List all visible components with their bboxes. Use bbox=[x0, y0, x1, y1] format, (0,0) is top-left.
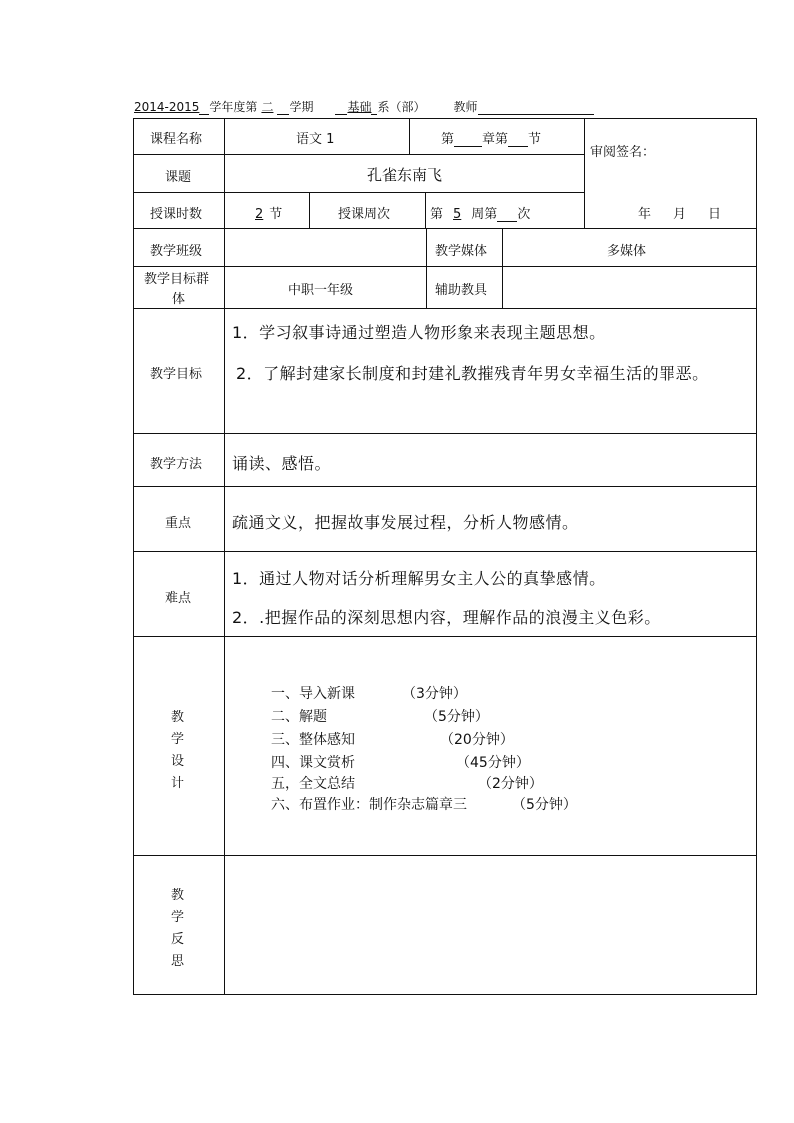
class-label: 教学班级 bbox=[150, 244, 203, 259]
topic-value: 孔雀东南飞 bbox=[367, 166, 443, 184]
hours-unit: 节 bbox=[269, 207, 283, 222]
design-step-name: 五，全文总结 bbox=[271, 776, 355, 792]
design-step-name: 二、解题 bbox=[271, 709, 327, 725]
design-label-char: 计 bbox=[171, 776, 185, 791]
date-day: 日 bbox=[708, 207, 722, 222]
media-label: 教学媒体 bbox=[435, 244, 488, 259]
week-field bbox=[430, 203, 530, 222]
hours-value: 2 bbox=[255, 207, 264, 222]
week-label: 授课周次 bbox=[338, 207, 391, 222]
reflection-value-cell bbox=[224, 855, 757, 995]
chapter-prefix: 第 bbox=[441, 132, 455, 147]
key-point-label: 重点 bbox=[165, 516, 192, 531]
design-step-time: （20分钟） bbox=[440, 732, 514, 748]
design-step-time: （3分钟） bbox=[402, 686, 467, 702]
term-label: 学期 bbox=[289, 100, 314, 114]
reflection-label-char: 学 bbox=[171, 910, 185, 925]
chapter-mid: 章第 bbox=[482, 132, 509, 147]
hours-field bbox=[243, 203, 282, 222]
date-year: 年 bbox=[638, 207, 652, 222]
teacher-blank bbox=[478, 102, 594, 115]
design-step-time: （2分钟） bbox=[478, 776, 543, 792]
review-date bbox=[638, 203, 721, 222]
section-blank bbox=[508, 134, 528, 147]
topic-label: 课题 bbox=[165, 170, 192, 185]
date-month: 月 bbox=[673, 207, 687, 222]
chapter-blank bbox=[454, 134, 482, 147]
design-step-name: 四、课文赏析 bbox=[271, 755, 355, 771]
difficulty-item: 1．通过人物对话分析理解男女主人公的真挚感情。 bbox=[232, 569, 606, 588]
design-step-time: （45分钟） bbox=[456, 755, 530, 771]
target-group-value: 中职一年级 bbox=[288, 283, 354, 298]
department-label: 系（部） bbox=[377, 100, 426, 114]
school-year-label: 学年度第 bbox=[209, 100, 258, 114]
target-group-label-line2: 体 bbox=[172, 292, 186, 307]
week-times-blank bbox=[497, 209, 517, 222]
week-prefix: 第 bbox=[430, 207, 444, 222]
design-label-char: 教 bbox=[171, 710, 185, 725]
objectives-label: 教学目标 bbox=[150, 367, 203, 382]
aids-label: 辅助教具 bbox=[435, 283, 488, 298]
design-step-time: （5分钟） bbox=[424, 709, 489, 725]
course-name-label: 课程名称 bbox=[150, 132, 203, 147]
design-step-name: 三、整体感知 bbox=[271, 732, 355, 748]
objective-item: 2．了解封建家长制度和封建礼教摧残青年男女幸福生活的罪恶。 bbox=[236, 364, 709, 383]
blank bbox=[335, 102, 347, 115]
media-value: 多媒体 bbox=[607, 244, 647, 259]
document-header bbox=[134, 98, 594, 115]
term-number: 二 bbox=[261, 100, 274, 114]
review-label: 审阅签名： bbox=[590, 145, 656, 160]
reflection-label-char: 思 bbox=[171, 954, 185, 969]
week-suffix: 次 bbox=[517, 207, 531, 222]
week-value: 5 bbox=[453, 207, 462, 222]
year-range: 2014-2015 bbox=[134, 100, 200, 114]
key-point-value: 疏通文义，把握故事发展过程，分析人物感情。 bbox=[232, 513, 579, 532]
reflection-label-char: 教 bbox=[171, 888, 185, 903]
reflection-label-cell bbox=[133, 855, 225, 995]
difficulty-label: 难点 bbox=[165, 591, 192, 606]
design-label-char: 设 bbox=[171, 754, 185, 769]
design-step-time: （5分钟） bbox=[512, 797, 577, 813]
blank bbox=[199, 102, 209, 115]
design-step-name: 六、布置作业：制作杂志篇章三 bbox=[271, 797, 467, 813]
aids-value-cell bbox=[502, 266, 757, 309]
chapter-suffix: 节 bbox=[528, 132, 542, 147]
class-value-cell bbox=[224, 228, 427, 267]
blank bbox=[277, 102, 289, 115]
design-step-name: 一、导入新课 bbox=[271, 686, 355, 702]
objective-item: 1．学习叙事诗通过塑造人物形象来表现主题思想。 bbox=[232, 323, 606, 342]
target-group-label-line1: 教学目标群 bbox=[144, 272, 210, 287]
week-mid: 周第 bbox=[471, 207, 498, 222]
difficulty-item: 2．.把握作品的深刻思想内容，理解作品的浪漫主义色彩。 bbox=[232, 608, 661, 627]
method-value: 诵读、感悟。 bbox=[232, 454, 332, 473]
department-value: 基础 bbox=[347, 100, 372, 114]
teacher-label: 教师 bbox=[453, 100, 478, 114]
hours-label: 授课时数 bbox=[150, 207, 203, 222]
course-name-value: 语文 1 bbox=[296, 132, 335, 147]
chapter-field bbox=[441, 128, 541, 147]
reflection-label-char: 反 bbox=[171, 932, 185, 947]
design-label-char: 学 bbox=[171, 732, 185, 747]
method-label: 教学方法 bbox=[150, 457, 203, 472]
